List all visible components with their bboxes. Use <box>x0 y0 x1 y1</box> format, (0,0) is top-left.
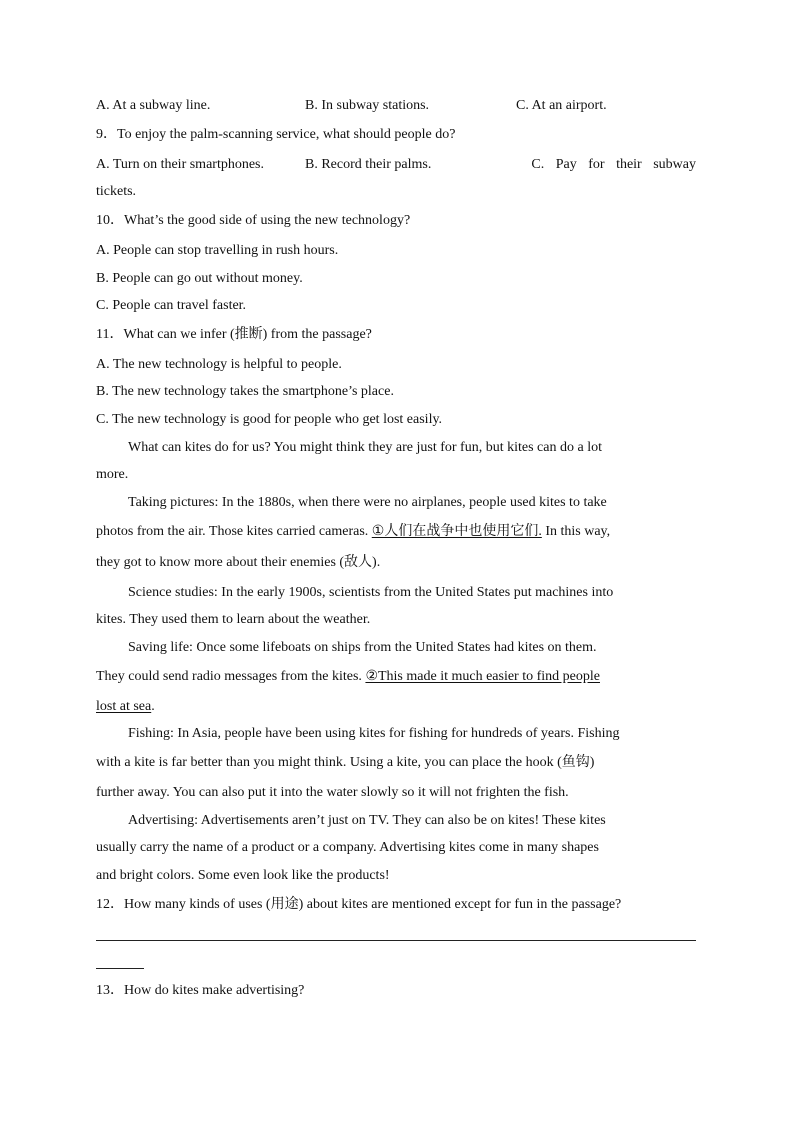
q10-option-b: B. People can go out without money. <box>96 271 303 286</box>
q11-option-a: A. The new technology is helpful to people. <box>96 357 342 372</box>
blank-2-underlined: ②This made it much easier to find people <box>365 669 600 684</box>
passage-p3-line2: kites. They used them to learn about the weather. <box>96 612 371 627</box>
q10-question: 10．What’s the good side of using the new technology? <box>96 213 411 228</box>
passage-p4-line2-text: They could send radio messages from the kites. <box>96 669 366 684</box>
q11-option-c: C. The new technology is good for people who get lost easily. <box>96 412 443 427</box>
q9-question: 9．To enjoy the palm-scanning service, what should people do? <box>96 127 456 142</box>
q12-answer-line[interactable] <box>96 940 696 941</box>
q10-option-c: C. People can travel faster. <box>96 298 247 313</box>
q9-option-c: C. Pay for their subway <box>531 157 696 172</box>
blank-1-underlined: ①人们在战争中也使用它们. <box>371 524 542 539</box>
passage-p6-line2: usually carry the name of a product or a company. Advertising kites come in many shapes <box>96 840 599 855</box>
q9-option-a: A. Turn on their smartphones. <box>96 157 264 172</box>
q9-option-b: B. Record their palms. <box>305 157 432 172</box>
passage-p2-line2-tail: In this way, <box>541 524 611 539</box>
q8-option-c: C. At an airport. <box>516 98 607 113</box>
passage-p2-line2-text: photos from the air. Those kites carried cameras. <box>96 524 372 539</box>
passage-p4-line3 <box>96 698 696 716</box>
passage-p5-line2: with a kite is far better than you might think. Using a kite, you can place the hook (鱼钩) <box>96 755 595 770</box>
q8-option-a: A. At a subway line. <box>96 98 211 113</box>
passage-p3-line1: Science studies: In the early 1900s, scientists from the United States put machines into <box>128 585 614 600</box>
q13-question: 13．How do kites make advertising? <box>96 983 305 998</box>
q9-options <box>96 156 696 174</box>
q11-option-b: B. The new technology takes the smartphone’s place. <box>96 384 394 399</box>
passage-p4-line2 <box>96 668 696 686</box>
passage-p6-line3: and bright colors. Some even look like the products! <box>96 868 390 883</box>
q9-option-c-cont: tickets. <box>96 184 137 199</box>
q12-answer-line-cont[interactable] <box>96 968 144 969</box>
passage-p4-line3-tail: . <box>151 699 155 714</box>
passage-p2-line1: Taking pictures: In the 1880s, when there were no airplanes, people used kites to take <box>128 495 607 510</box>
q11-question: 11．What can we infer (推断) from the passage? <box>96 327 372 342</box>
q8-option-b: B. In subway stations. <box>305 98 430 113</box>
passage-p1-line2: more. <box>96 467 129 482</box>
passage-p6-line1: Advertising: Advertisements aren’t just on TV. They can also be on kites! These kites <box>128 813 606 828</box>
passage-p2-line2 <box>96 523 696 541</box>
passage-p5-line1: Fishing: In Asia, people have been using kites for fishing for hundreds of years. Fishing <box>128 726 620 741</box>
passage-p4-line1: Saving life: Once some lifeboats on ships from the United States had kites on them. <box>128 640 597 655</box>
q10-option-a: A. People can stop travelling in rush hours. <box>96 243 339 258</box>
q8-options <box>96 97 696 115</box>
blank-2-underlined-cont: lost at sea <box>96 699 152 714</box>
q12-question: 12．How many kinds of uses (用途) about kites are mentioned except for fun in the passage? <box>96 897 622 912</box>
passage-p5-line3: further away. You can also put it into the water slowly so it will not frighten the fish. <box>96 785 569 800</box>
passage-p1-line1: What can kites do for us? You might think they are just for fun, but kites can do a lot <box>128 440 602 455</box>
passage-p2-line3: they got to know more about their enemies (敌人). <box>96 555 381 570</box>
